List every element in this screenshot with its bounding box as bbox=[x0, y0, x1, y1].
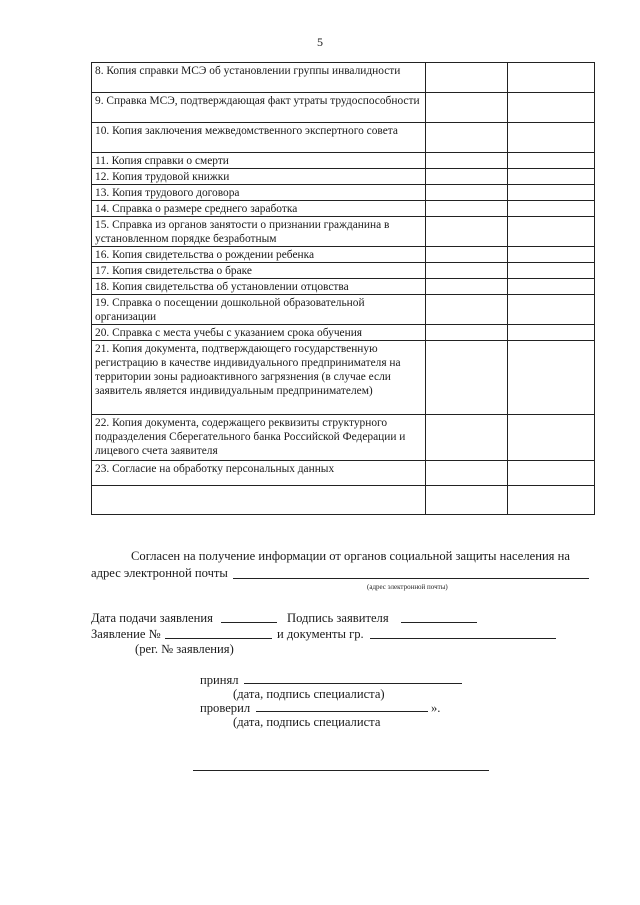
note-cell[interactable] bbox=[508, 486, 595, 515]
bottom-signature-line bbox=[193, 770, 489, 771]
email-line[interactable] bbox=[233, 578, 589, 579]
note-cell[interactable] bbox=[508, 123, 595, 153]
checked-label: проверил bbox=[200, 701, 251, 715]
note-cell[interactable] bbox=[508, 185, 595, 201]
document-name-cell: 9. Справка МСЭ, подтверждающая факт утраты трудоспособности bbox=[92, 93, 426, 123]
document-name-cell: 21. Копия документа, подтверждающего государственную регистрацию в качестве индивидуального предпринимателя на территории зоны радиоактивного загрязнения (в случае если заявитель является индивидуальным предпринимателем) bbox=[92, 341, 426, 415]
document-name-cell: 12. Копия трудовой книжки bbox=[92, 169, 426, 185]
checked-suffix: ». bbox=[431, 701, 441, 715]
note-cell[interactable] bbox=[508, 153, 595, 169]
note-cell[interactable] bbox=[508, 63, 595, 93]
table-row bbox=[92, 247, 595, 263]
table-row bbox=[92, 93, 595, 123]
document-name-cell: 20. Справка с места учебы с указанием срока обучения bbox=[92, 325, 426, 341]
accepted-hint: (дата, подпись специалиста) bbox=[233, 687, 385, 701]
note-cell[interactable] bbox=[508, 415, 595, 461]
mark-cell[interactable] bbox=[426, 169, 508, 185]
document-name-cell: 13. Копия трудового договора bbox=[92, 185, 426, 201]
signature-line[interactable] bbox=[401, 622, 477, 623]
checked-hint: (дата, подпись специалиста bbox=[233, 715, 381, 729]
mark-cell[interactable] bbox=[426, 415, 508, 461]
note-cell[interactable] bbox=[508, 247, 595, 263]
docs-label: и документы гр. bbox=[277, 627, 364, 641]
documents-table-body bbox=[92, 63, 595, 515]
table-row bbox=[92, 123, 595, 153]
document-name-cell: 18. Копия свидетельства об установлении отцовства bbox=[92, 279, 426, 295]
mark-cell[interactable] bbox=[426, 201, 508, 217]
mark-cell[interactable] bbox=[426, 295, 508, 325]
table-row bbox=[92, 153, 595, 169]
table-row bbox=[92, 169, 595, 185]
document-name-cell: 8. Копия справки МСЭ об установлении группы инвалидности bbox=[92, 63, 426, 93]
mark-cell[interactable] bbox=[426, 263, 508, 279]
table-row bbox=[92, 185, 595, 201]
mark-cell[interactable] bbox=[426, 185, 508, 201]
mark-cell[interactable] bbox=[426, 486, 508, 515]
document-name-cell bbox=[92, 486, 426, 515]
table-row bbox=[92, 263, 595, 279]
mark-cell[interactable] bbox=[426, 247, 508, 263]
document-name-cell: 17. Копия свидетельства о браке bbox=[92, 263, 426, 279]
note-cell[interactable] bbox=[508, 341, 595, 415]
mark-cell[interactable] bbox=[426, 93, 508, 123]
number-label: Заявление № bbox=[91, 627, 161, 641]
note-cell[interactable] bbox=[508, 295, 595, 325]
table-row bbox=[92, 461, 595, 486]
note-cell[interactable] bbox=[508, 279, 595, 295]
table-row bbox=[92, 486, 595, 515]
note-cell[interactable] bbox=[508, 201, 595, 217]
document-name-cell: 19. Справка о посещении дошкольной образовательной организации bbox=[92, 295, 426, 325]
note-cell[interactable] bbox=[508, 93, 595, 123]
signature-label: Подпись заявителя bbox=[287, 611, 389, 625]
table-row bbox=[92, 341, 595, 415]
email-label: адрес электронной почты bbox=[91, 566, 228, 580]
accepted-line[interactable] bbox=[244, 683, 462, 684]
email-hint: (адрес электронной почты) bbox=[367, 583, 448, 591]
mark-cell[interactable] bbox=[426, 217, 508, 247]
table-row bbox=[92, 325, 595, 341]
note-cell[interactable] bbox=[508, 325, 595, 341]
mark-cell[interactable] bbox=[426, 63, 508, 93]
mark-cell[interactable] bbox=[426, 341, 508, 415]
mark-cell[interactable] bbox=[426, 123, 508, 153]
date-line[interactable] bbox=[221, 622, 277, 623]
table-row bbox=[92, 415, 595, 461]
table-row bbox=[92, 295, 595, 325]
documents-table bbox=[91, 62, 595, 515]
page-number: 5 bbox=[317, 35, 323, 49]
table-row bbox=[92, 217, 595, 247]
document-name-cell: 23. Согласие на обработку персональных данных bbox=[92, 461, 426, 486]
note-cell[interactable] bbox=[508, 217, 595, 247]
mark-cell[interactable] bbox=[426, 153, 508, 169]
accepted-label: принял bbox=[200, 673, 239, 687]
document-name-cell: 16. Копия свидетельства о рождении ребенка bbox=[92, 247, 426, 263]
date-label: Дата подачи заявления bbox=[91, 611, 213, 625]
document-name-cell: 10. Копия заключения межведомственного экспертного совета bbox=[92, 123, 426, 153]
consent-text: Согласен на получение информации от органов социальной защиты населения на bbox=[131, 549, 570, 563]
table-row bbox=[92, 63, 595, 93]
number-line[interactable] bbox=[165, 638, 272, 639]
document-name-cell: 15. Справка из органов занятости о признании гражданина в установленном порядке безработным bbox=[92, 217, 426, 247]
document-name-cell: 11. Копия справки о смерти bbox=[92, 153, 426, 169]
note-cell[interactable] bbox=[508, 169, 595, 185]
citizen-line[interactable] bbox=[370, 638, 556, 639]
reg-hint: (рег. № заявления) bbox=[135, 642, 234, 656]
mark-cell[interactable] bbox=[426, 461, 508, 486]
note-cell[interactable] bbox=[508, 461, 595, 486]
document-name-cell: 22. Копия документа, содержащего реквизиты структурного подразделения Сберегательного банка Российской Федерации и лицевого счета заявителя bbox=[92, 415, 426, 461]
checked-line[interactable] bbox=[256, 711, 428, 712]
mark-cell[interactable] bbox=[426, 279, 508, 295]
table-row bbox=[92, 201, 595, 217]
document-name-cell: 14. Справка о размере среднего заработка bbox=[92, 201, 426, 217]
table-row bbox=[92, 279, 595, 295]
note-cell[interactable] bbox=[508, 263, 595, 279]
mark-cell[interactable] bbox=[426, 325, 508, 341]
